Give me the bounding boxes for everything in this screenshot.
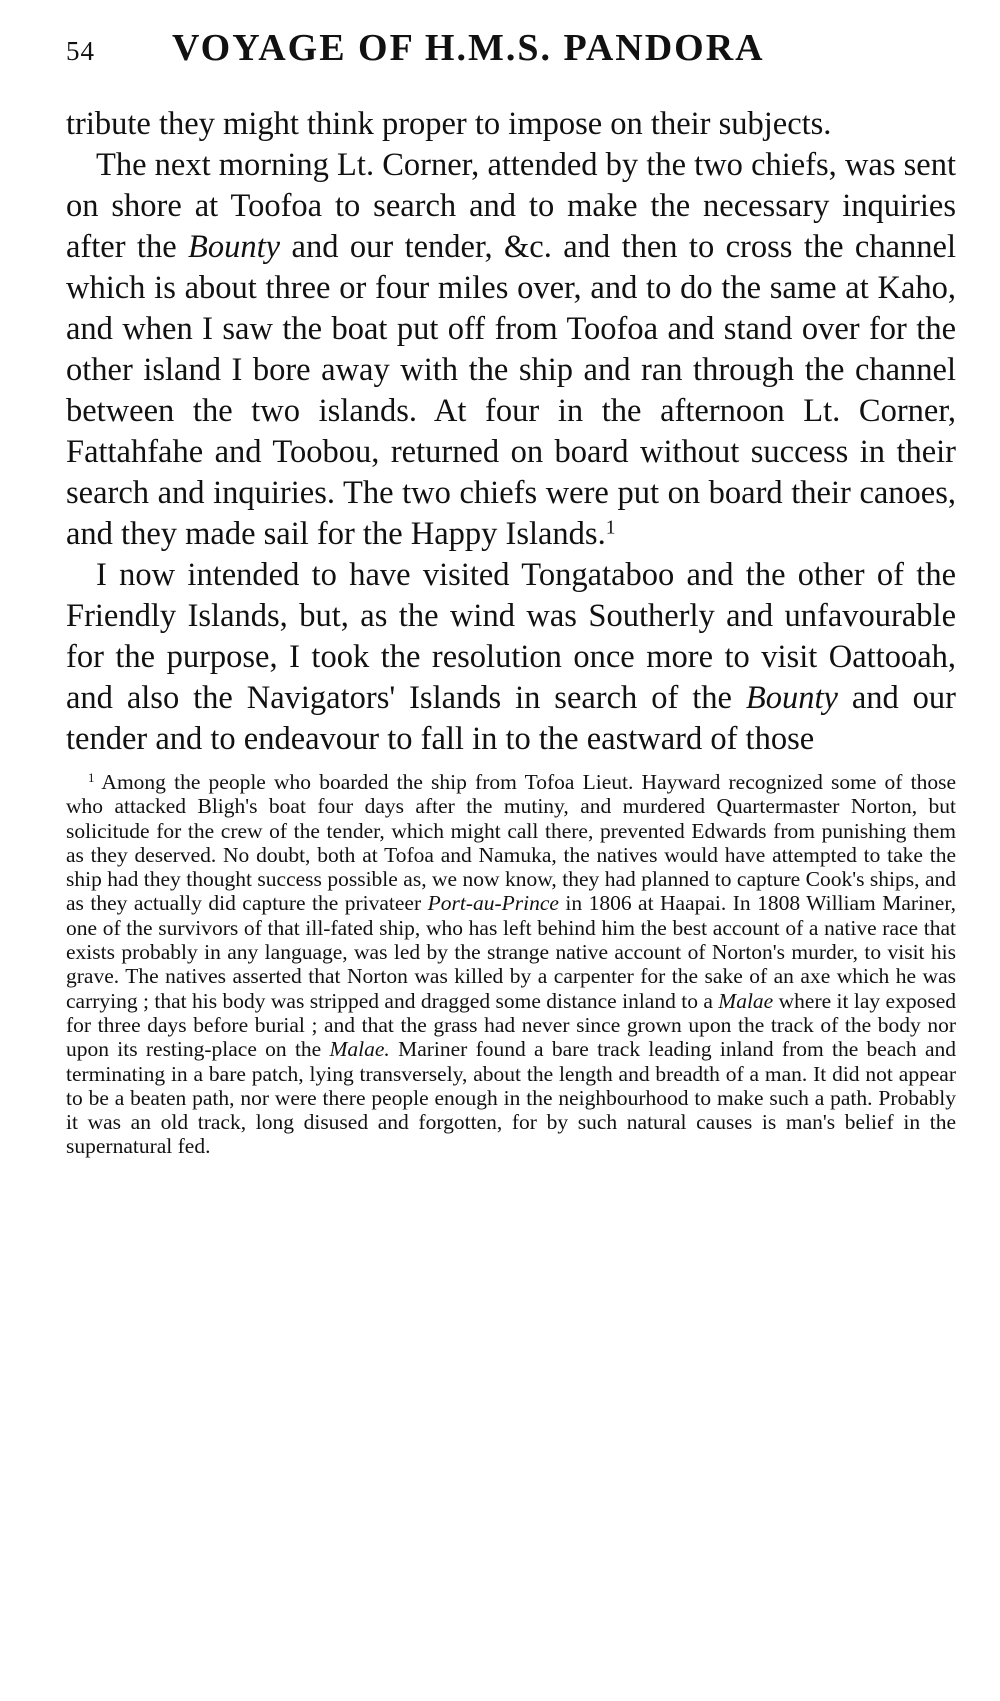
footnote-text-a: Among the people who boarded the ship from Tofoa Lieut. Hayward recognized some of those who attacked Bligh's boat four days after the mutiny, and murdered Quartermaster Norton, but solicitude for the crew of the tender, which might call there, prevented Edwards from punishing them as they deserved. No doubt, both at Tofoa and Namuka, the natives would have attempted to take the ship had they thought success possible as, we now know, they had planned to capture Cook's ships, and as they actually did capture the privateer — [66, 770, 956, 916]
footnote-marker: 1 — [88, 770, 95, 785]
paragraph-3-text-a: I now intended to have visited Tongataboo and the other of the Friendly Islands, but, as the wind was Southerly and unfavourable for the purpose, I took the resolution once more to visit Oattooah, and also the Navigators' Islands in search of the — [66, 557, 956, 716]
footnote-text-b: in 1806 at Haapai. In 1808 William Mariner, one of the survivors of that ill-fated ship, who has left behind him the best account of a native race that exists probably in any language, was led by the strange native account of Norton's murder, to visit his grave. The natives asserted that Norton was killed by a carpenter for the sake of an axe which he was carrying ; that his body was stripped and dragged some distance inland to a — [66, 891, 956, 1013]
paragraph-2-text-b: and our tender, &c. and then to cross the channel which is about three or four miles over, and to do the same at Kaho, and when I saw the boat put off from Toofoa and stand over for the other island I bore away with the ship and ran through the channel between the two islands. At four in the afternoon Lt. Corner, Fattahfahe and Toobou, returned on board without success in their search and inquiries. The two chiefs were put on board their canoes, and they made sail for the Happy Islands. — [66, 229, 956, 552]
paragraph-3-italic: Bounty — [745, 680, 838, 716]
footnote-italic-malae-1: Malae — [718, 988, 774, 1013]
paragraph-2-text-a: The next morning Lt. Corner, attended by the two chiefs, was sent on shore at Toofoa to search and to make the necessary inquiries after the — [66, 147, 956, 265]
page-number: 54 — [66, 36, 95, 66]
footnotes — [66, 770, 956, 1159]
paragraph-1: tribute they might think proper to impose on their subjects. — [66, 106, 832, 142]
footnote-reference: 1 — [605, 517, 616, 539]
paragraph-3-text-b: and our tender and to endeavour to fall in to the eastward of those — [66, 680, 956, 757]
footnote-text-c: where it lay exposed for three days before burial ; and that the grass had never since grown upon the track of the body nor upon its resting-place on the — [66, 988, 957, 1062]
footnote-1 — [66, 770, 956, 1159]
running-head: VOYAGE OF H.M.S. PANDORA — [172, 27, 765, 69]
main-text — [66, 104, 956, 760]
footnote-text-d: Mariner found a bare track leading inland from the beach and terminating in a bare patch, lying transversely, about the length and breadth of a man. It did not appear to be a beaten path, nor were there people enough in the neighbourhood to make such a path. Probably it was an old track, long disused and forgotten, for by such natural causes is man's belief in the supernatural fed. — [66, 1037, 956, 1159]
paragraph-3 — [66, 555, 956, 760]
book-page — [66, 22, 956, 1159]
paragraph-2-italic: Bounty — [188, 229, 281, 265]
page-header — [66, 22, 956, 84]
paragraph-2 — [66, 145, 956, 555]
footnote-italic-malae-2: Malae. — [329, 1037, 390, 1062]
footnote-italic-ship: Port-au-Prince — [427, 891, 559, 916]
